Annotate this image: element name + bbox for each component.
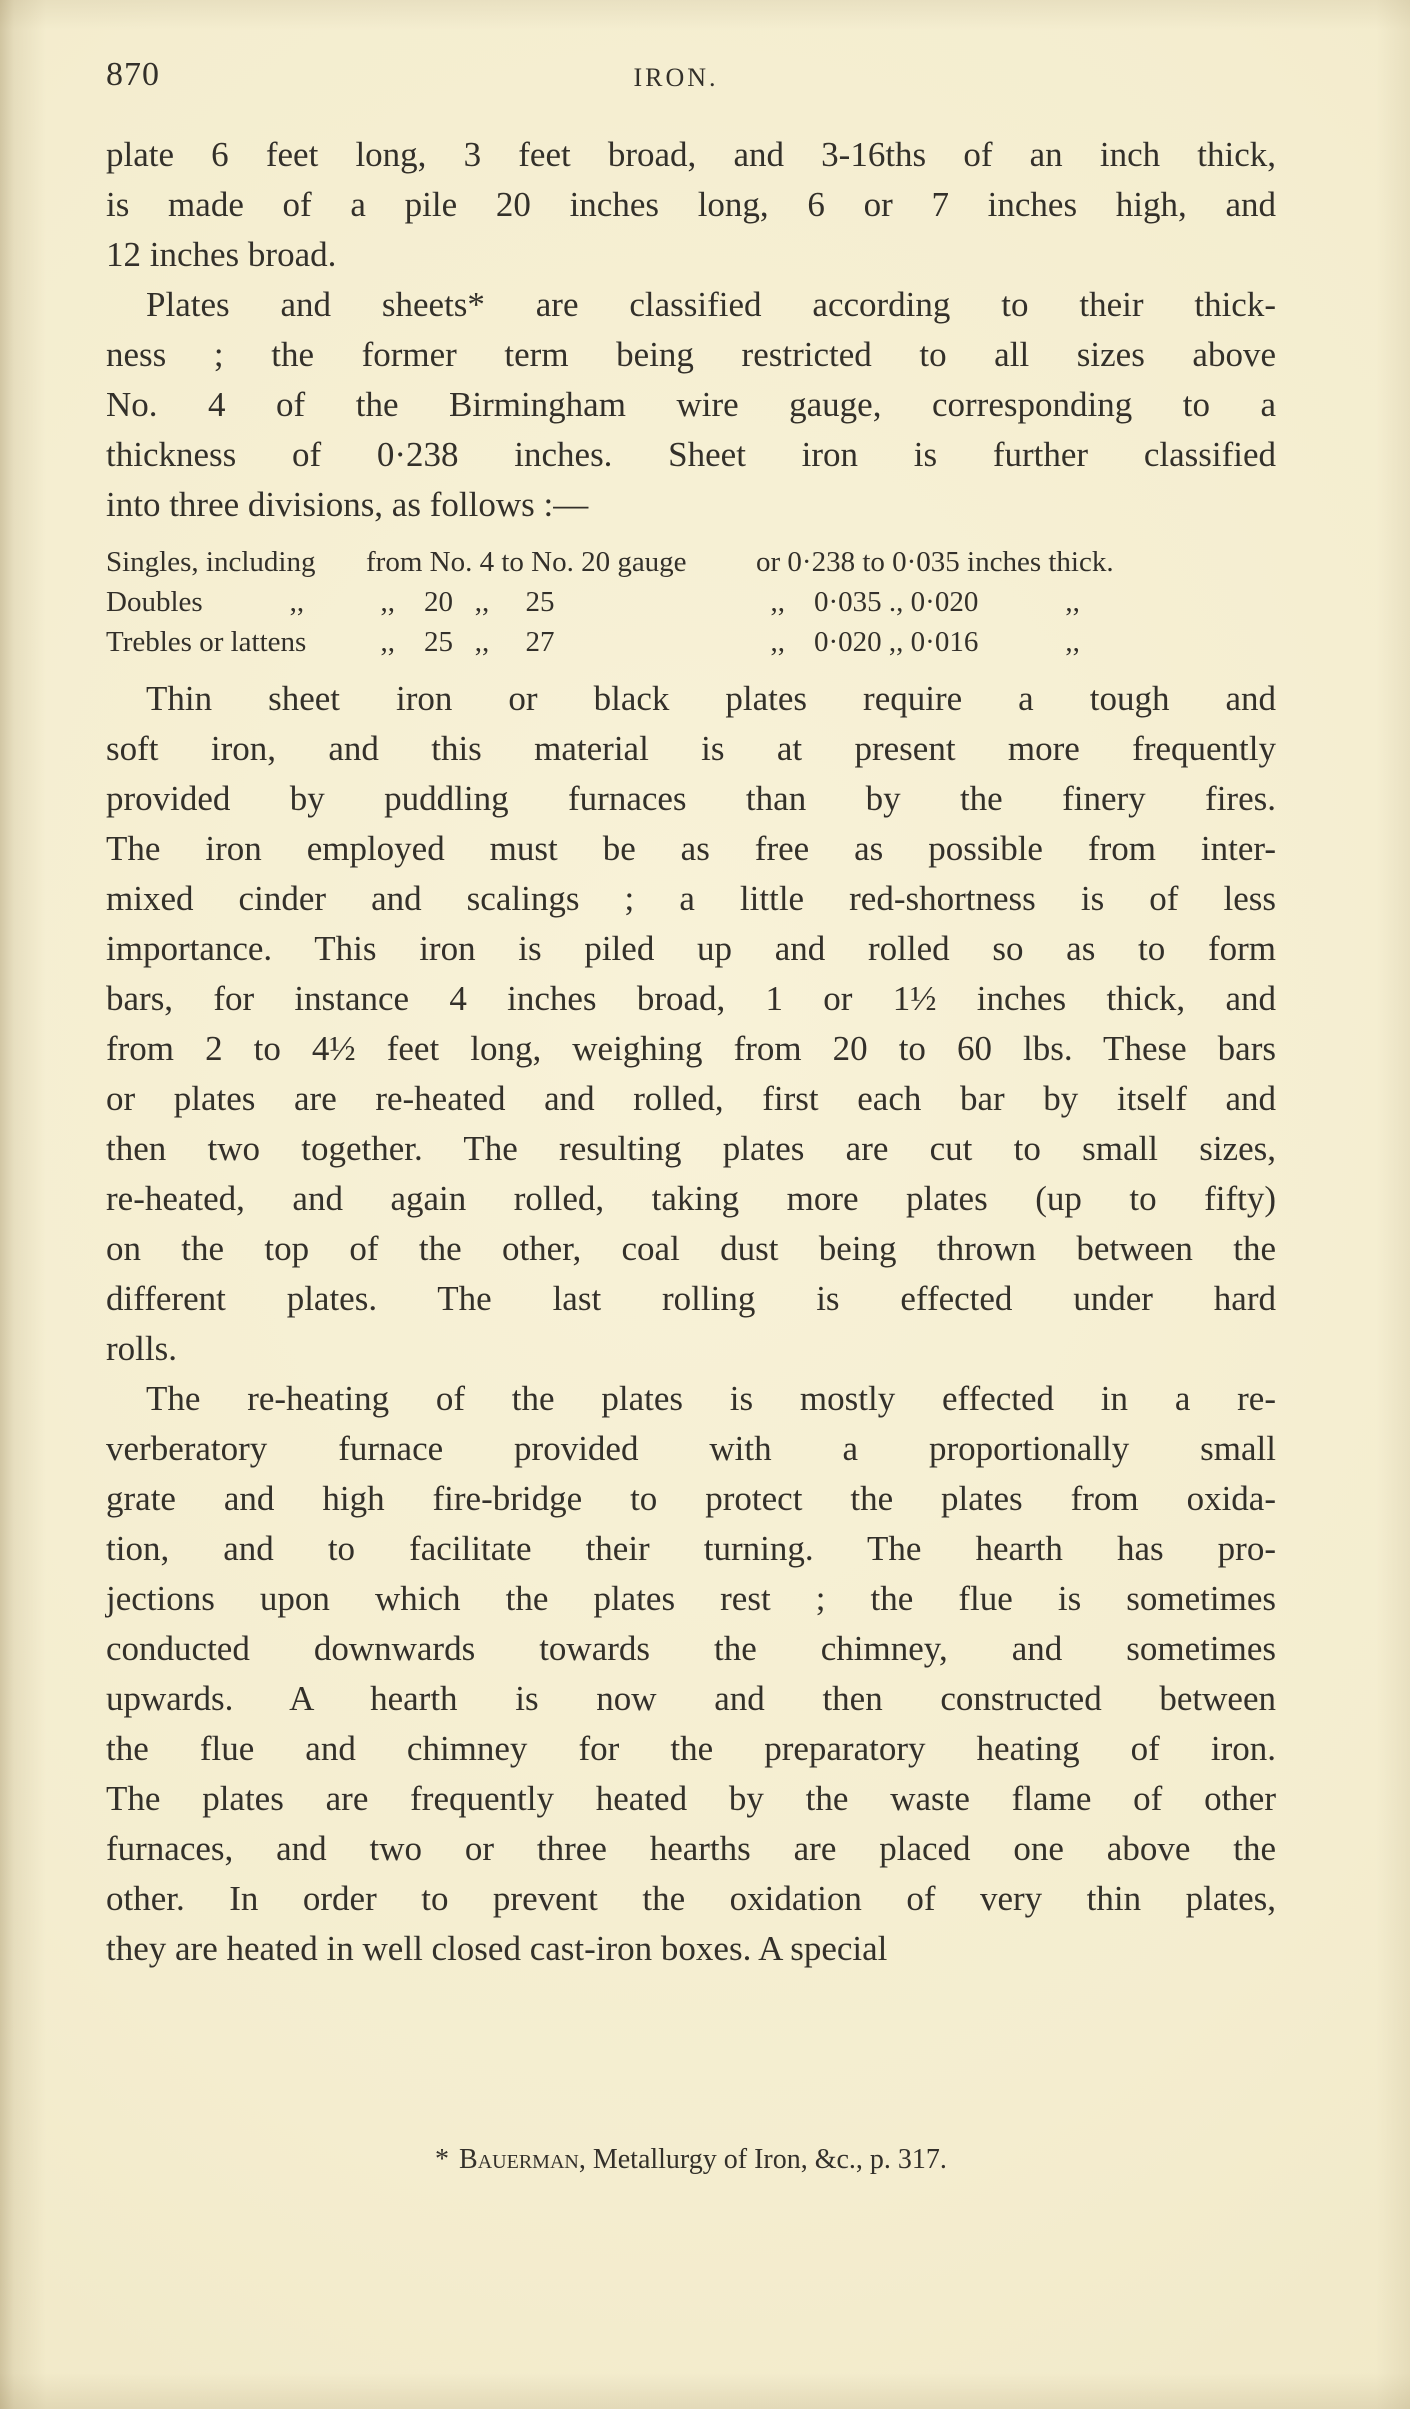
text-line: ness ; the former term being restricted to all sizes above	[106, 335, 1276, 374]
text-line: tion, and to facilitate their turning. The hearth has pro-	[106, 1529, 1276, 1568]
text-line: they are heated in well closed cast-iron boxes. A special	[106, 1929, 888, 1968]
text-line: is made of a pile 20 inches long, 6 or 7 inches high, and	[106, 185, 1276, 224]
paragraph	[106, 280, 1276, 530]
gauge-table-cell-label: Singles, including	[106, 546, 316, 578]
gauge-table-row	[106, 582, 1276, 622]
text-line: soft iron, and this material is at present more frequently	[106, 729, 1276, 768]
text-line: conducted downwards towards the chimney, and sometimes	[106, 1629, 1276, 1668]
gauge-table-cell-gauge: ,, 25 ,, 27	[366, 626, 555, 658]
text-line: the flue and chimney for the preparatory heating of iron.	[106, 1729, 1276, 1768]
text-line: No. 4 of the Birmingham wire gauge, corresponding to a	[106, 385, 1276, 424]
text-line: different plates. The last rolling is effected under hard	[106, 1279, 1276, 1318]
text-line: 12 inches broad.	[106, 235, 337, 274]
paragraph-group-bottom	[106, 674, 1276, 1974]
running-title: IRON.	[633, 63, 719, 92]
text-line: thickness of 0·238 inches. Sheet iron is further classified	[106, 435, 1276, 474]
text-line: from 2 to 4½ feet long, weighing from 20 to 60 lbs. These bars	[106, 1029, 1276, 1068]
gauge-table	[106, 542, 1276, 662]
text-line: jections upon which the plates rest ; the flue is sometimes	[106, 1579, 1276, 1618]
text-line: plate 6 feet long, 3 feet broad, and 3-16ths of an inch thick,	[106, 135, 1276, 174]
text-line: grate and high fire-bridge to protect the plates from oxida-	[106, 1479, 1276, 1518]
text-line: The iron employed must be as free as possible from inter-	[106, 829, 1276, 868]
footnote-text: , Metallurgy of Iron, &c., p. 317.	[578, 2144, 947, 2175]
text-line: into three divisions, as follows :—	[106, 485, 589, 524]
text-line: upwards. A hearth is now and then constructed between	[106, 1679, 1276, 1718]
text-line: The re-heating of the plates is mostly effected in a re-	[146, 1379, 1276, 1418]
paragraph-group-top	[106, 130, 1276, 530]
paragraph	[106, 130, 1276, 280]
text-line: Plates and sheets* are classified according to their thick-	[146, 285, 1276, 324]
text-line: other. In order to prevent the oxidation of very thin plates,	[106, 1879, 1276, 1918]
gauge-table-row	[106, 622, 1276, 662]
book-page	[0, 56, 1410, 2175]
text-line: mixed cinder and scalings ; a little red-shortness is of less	[106, 879, 1276, 918]
gauge-table-cell-label: Trebles or lattens	[106, 626, 307, 658]
paragraph	[106, 674, 1276, 1374]
text-line: or plates are re-heated and rolled, first each bar by itself and	[106, 1079, 1276, 1118]
footnote-marker: *	[435, 2144, 450, 2175]
gauge-table-cell-thickness: or 0·238 to 0·035 inches thick.	[756, 546, 1114, 578]
gauge-table-cell-thickness: ,, 0·035 ., 0·020 ,,	[756, 586, 1080, 618]
text-line: furnaces, and two or three hearths are placed one above the	[106, 1829, 1276, 1868]
text-line: The plates are frequently heated by the waste flame of other	[106, 1779, 1276, 1818]
page-number: 870	[106, 56, 160, 93]
text-line: on the top of the other, coal dust being thrown between the	[106, 1229, 1276, 1268]
gauge-table-cell-thickness: ,, 0·020 ,, 0·016 ,,	[756, 626, 1080, 658]
text-line: rolls.	[106, 1329, 177, 1368]
text-block	[106, 130, 1276, 1974]
text-line: importance. This iron is piled up and rolled so as to form	[106, 929, 1276, 968]
gauge-table-cell-gauge: from No. 4 to No. 20 gauge	[366, 546, 687, 578]
text-line: provided by puddling furnaces than by the finery fires.	[106, 779, 1276, 818]
text-line: verberatory furnace provided with a proportionally small	[106, 1429, 1276, 1468]
footnote	[106, 2144, 1276, 2176]
gauge-table-row	[106, 542, 1276, 582]
paragraph	[106, 1374, 1276, 1974]
footnote-author: Bauerman	[459, 2144, 579, 2175]
text-line: bars, for instance 4 inches broad, 1 or 1½ inches thick, and	[106, 979, 1276, 1018]
text-line: Thin sheet iron or black plates require a tough and	[146, 679, 1276, 718]
gauge-table-cell-gauge: ,, 20 ,, 25	[366, 586, 555, 618]
text-line: then two together. The resulting plates are cut to small sizes,	[106, 1129, 1276, 1168]
gauge-table-cell-label: Doubles ,,	[106, 586, 305, 618]
text-line: re-heated, and again rolled, taking more plates (up to fifty)	[106, 1179, 1276, 1218]
page-header	[106, 56, 1276, 104]
